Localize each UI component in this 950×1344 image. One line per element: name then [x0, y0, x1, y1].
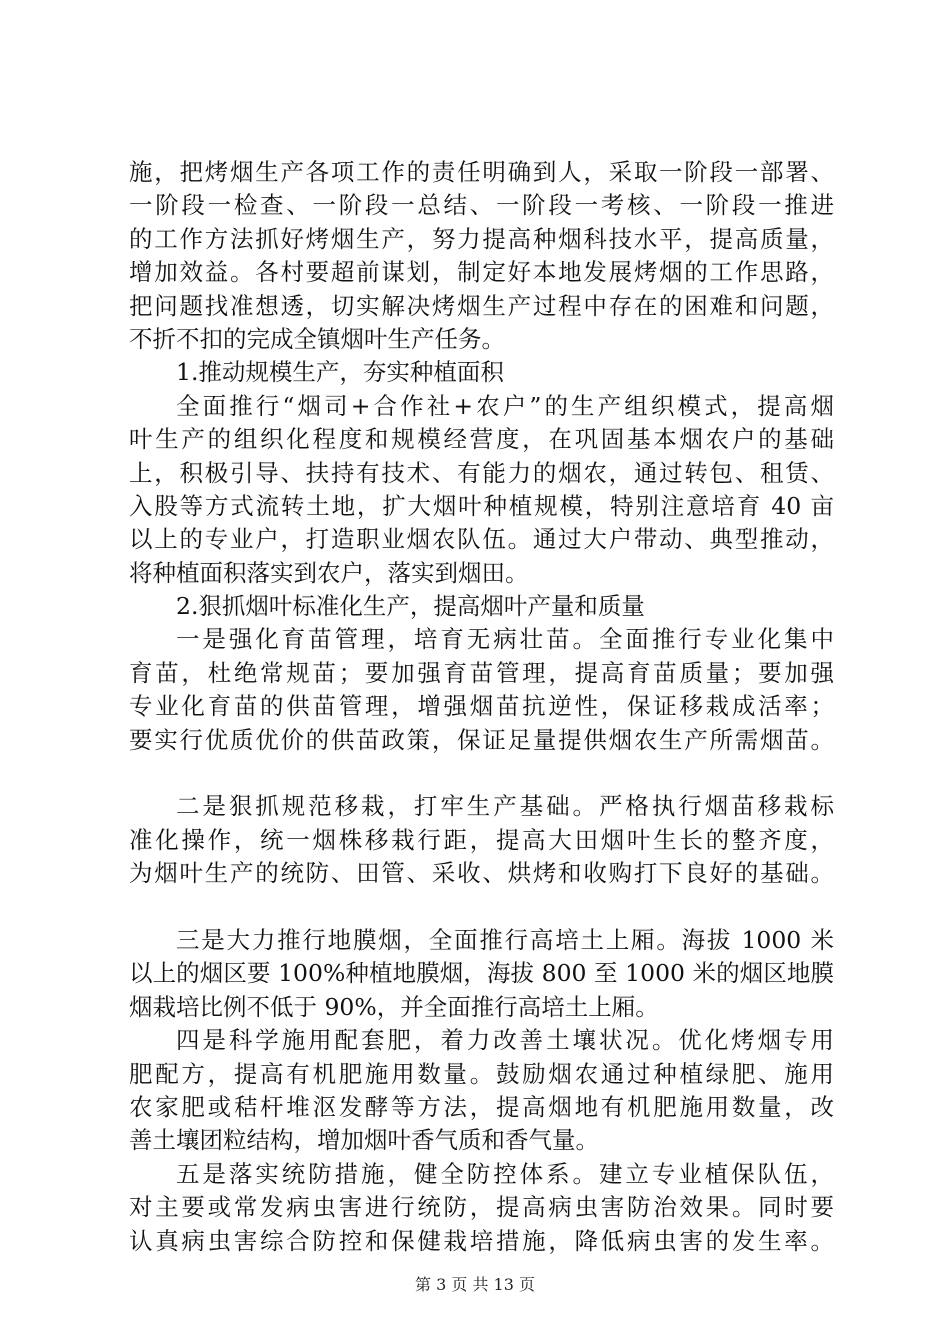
page-number-footer: 第 3 页 共 13 页: [415, 1275, 535, 1294]
text-line: 认真病虫害综合防控和保健栽培措施，降低病虫害的发生率。: [129, 1226, 834, 1255]
section-heading: [129, 356, 834, 389]
text-line: 专业化育苗的供苗管理，增强烟苗抗逆性，保证移栽成活率；: [129, 692, 834, 721]
text-line: 对主要或常发病虫害进行统防，提高病虫害防治效果。同时要: [129, 1193, 834, 1222]
text-line: 要实行优质优价的供苗政策，保证足量提供烟农生产所需烟苗。: [129, 725, 834, 754]
text-line: 善土壤团粒结构，增加烟叶香气质和香气量。: [129, 1126, 599, 1155]
text-line: 上，积极引导、扶持有技术、有能力的烟农，通过转包、租赁、: [129, 458, 834, 487]
paragraph: [129, 390, 834, 590]
text-line: 入股等方式流转土地，扩大烟叶种植规模，特别注意培育 40 亩: [129, 491, 834, 520]
text-line: 以上的专业户，打造职业烟农队伍。通过大户带动、典型推动，: [129, 525, 834, 554]
paragraph: [129, 1024, 834, 1158]
text-line: 肥配方，提高有机肥施用数量。鼓励烟农通过种植绿肥、施用: [129, 1059, 834, 1088]
text-line: 农家肥或秸杆堆沤发酵等方法，提高烟地有机肥施用数量，改: [129, 1092, 834, 1121]
text-line: 全面推行“烟司+合作社+农户”的生产组织模式，提高烟: [176, 391, 834, 420]
text-line: 五是落实统防措施，健全防控体系。建立专业植保队伍，: [176, 1159, 834, 1188]
text-line: 把问题找准想透，切实解决烤烟生产过程中存在的困难和问题，: [129, 291, 834, 320]
document-body: [129, 156, 834, 1258]
section-heading: [129, 590, 834, 623]
text-line: 增加效益。各村要超前谋划，制定好本地发展烤烟的工作思路，: [129, 258, 834, 287]
text-line: 一是强化育苗管理，培育无病壮苗。全面推行专业化集中: [176, 625, 834, 654]
heading-text: 2.狠抓烟叶标准化生产，提高烟叶产量和质量: [176, 592, 645, 621]
text-line: 施，把烤烟生产各项工作的责任明确到人，采取一阶段一部署、: [129, 158, 834, 186]
text-line: 将种植面积落实到农户，落实到烟田。: [129, 558, 529, 587]
text-line: 二是狠抓规范移栽，打牢生产基础。严格执行烟苗移栽标: [176, 792, 834, 821]
paragraph: [129, 623, 834, 757]
text-line: 准化操作，统一烟株移栽行距，提高大田烟叶生长的整齐度，: [129, 825, 834, 854]
text-line: 四是科学施用配套肥，着力改善土壤状况。优化烤烟专用: [176, 1026, 834, 1055]
heading-text: 1.推动规模生产，夯实种植面积: [176, 358, 504, 387]
text-line: 一阶段一检查、一阶段一总结、一阶段一考核、一阶段一推进: [129, 191, 834, 220]
text-line: 为烟叶生产的统防、田管、采收、烘烤和收购打下良好的基础。: [129, 859, 834, 888]
text-line: 三是大力推行地膜烟，全面推行高培土上厢。海拔 1000 米: [176, 925, 834, 954]
paragraph: [129, 156, 834, 356]
paragraph: [129, 924, 834, 1024]
paragraph-spacer: [129, 891, 834, 924]
text-line: 烟栽培比例不低于 90%，并全面推行高培土上厢。: [129, 992, 659, 1021]
text-line: 不折不扣的完成全镇烟叶生产任务。: [129, 324, 505, 353]
paragraph: [129, 790, 834, 890]
text-line: 叶生产的组织化程度和规模经营度，在巩固基本烟农户的基础: [129, 425, 834, 454]
text-line: 的工作方法抓好烤烟生产，努力提高种烟科技水平，提高质量，: [129, 224, 834, 253]
paragraph-spacer: [129, 757, 834, 790]
paragraph: [129, 1158, 834, 1258]
text-line: 育苗，杜绝常规苗；要加强育苗管理，提高育苗质量；要加强: [129, 658, 834, 687]
text-line: 以上的烟区要 100%种植地膜烟，海拔 800 至 1000 米的烟区地膜: [129, 959, 834, 988]
